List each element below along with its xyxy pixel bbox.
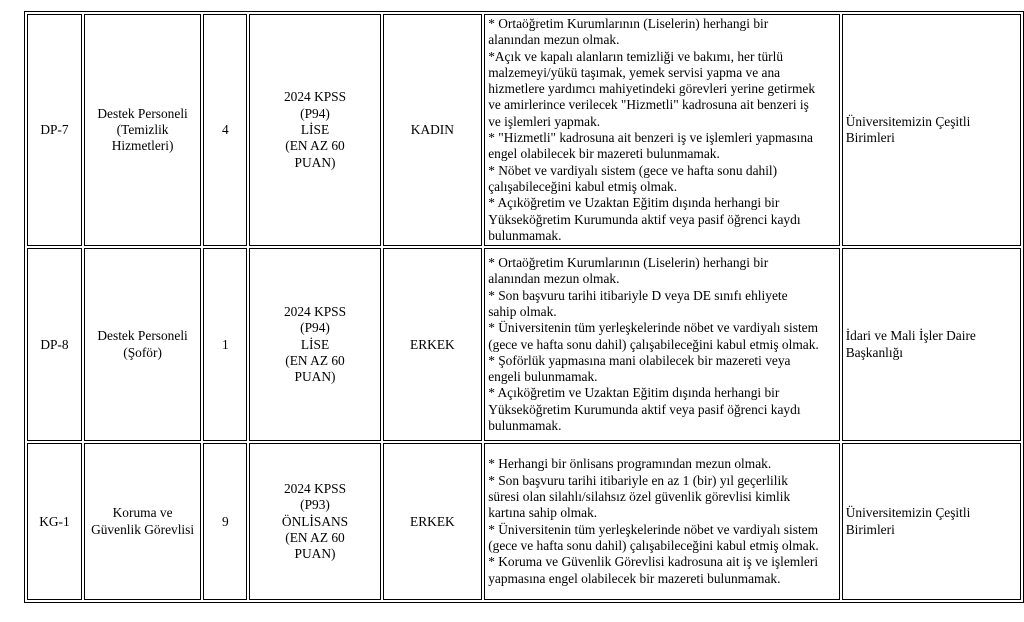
gender: KADIN: [383, 14, 483, 246]
position-title: Destek Personeli (Şoför): [84, 248, 201, 441]
requirements: * Ortaöğretim Kurumlarının (Liselerin) herhangi bir alanından mezun olmak. *Açık ve kapalı alanların temizliği ve bakımı, her türlü malzemeyi/yükü taşımak, yemek servisi yapma ve ana hizmetlere yardımcı mahiyetindeki görevleri yerine getirmek ve amirlerince verilecek "Hizmetli" kadrosuna ait benzeri iş ve işlemleri yapmak. * "Hizmetli" kadrosuna ait benzeri iş ve işlemleri yapmasına engel olabilecek bir mazereti bulunmamak. * Nöbet ve vardiyalı sistem (gece ve hafta sonu dahil) çalışabileceğini kabul etmiş olmak. * Açıköğretim ve Uzaktan Eğitim dışında herhangi bir Yükseköğretim Kurumunda aktif veya pasif öğrenci kaydı bulunmamak.: [484, 14, 840, 246]
position-title: Koruma ve Güvenlik Görevlisi: [84, 443, 201, 600]
position-code: DP-8: [27, 248, 82, 441]
position-code: KG-1: [27, 443, 82, 600]
gender: ERKEK: [383, 443, 483, 600]
unit: Üniversitemizin Çeşitli Birimleri: [842, 443, 1021, 600]
position-count: 4: [203, 14, 247, 246]
position-table: [24, 11, 1024, 603]
kpss-requirement: 2024 KPSS (P94) LİSE (EN AZ 60 PUAN): [249, 248, 380, 441]
position-code: DP-7: [27, 14, 82, 246]
kpss-requirement: 2024 KPSS (P93) ÖNLİSANS (EN AZ 60 PUAN): [249, 443, 380, 600]
position-count: 1: [203, 248, 247, 441]
table-row: [27, 443, 1021, 600]
unit: İdari ve Mali İşler Daire Başkanlığı: [842, 248, 1021, 441]
position-title: Destek Personeli (Temizlik Hizmetleri): [84, 14, 201, 246]
position-table-wrapper: [24, 11, 1024, 603]
requirements: * Ortaöğretim Kurumlarının (Liselerin) herhangi bir alanından mezun olmak. * Son başvuru tarihi itibariyle D veya DE sınıfı ehliyete sahip olmak. * Üniversitenin tüm yerleşkelerinde nöbet ve vardiyalı sistem (gece ve hafta sonu dahil) çalışabileceğini kabul etmiş olmak. * Şoförlük yapmasına mani olabilecek bir mazereti veya engeli bulunmamak. * Açıköğretim ve Uzaktan Eğitim dışında herhangi bir Yükseköğretim Kurumunda aktif veya pasif öğrenci kaydı bulunmamak.: [484, 248, 840, 441]
kpss-requirement: 2024 KPSS (P94) LİSE (EN AZ 60 PUAN): [249, 14, 380, 246]
requirements: * Herhangi bir önlisans programından mezun olmak. * Son başvuru tarihi itibariyle en az 1 (bir) yıl geçerlilik süresi olan silahlı/silahsız özel güvenlik görevlisi kimlik kartına sahip olmak. * Üniversitenin tüm yerleşkelerinde nöbet ve vardiyalı sistem (gece ve hafta sonu dahil) çalışabileceğini kabul etmiş olmak. * Koruma ve Güvenlik Görevlisi kadrosuna ait iş ve işlemleri yapmasına engel olabilecek bir mazereti bulunmamak.: [484, 443, 840, 600]
unit: Üniversitemizin Çeşitli Birimleri: [842, 14, 1021, 246]
gender: ERKEK: [383, 248, 483, 441]
table-row: [27, 248, 1021, 441]
position-count: 9: [203, 443, 247, 600]
table-row: [27, 14, 1021, 246]
